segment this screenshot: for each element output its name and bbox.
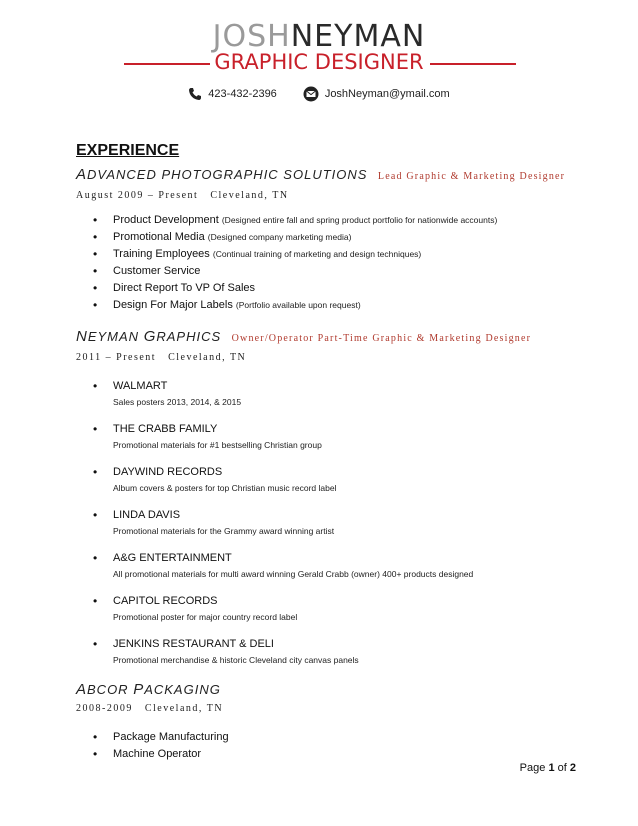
duty-list bbox=[76, 212, 576, 314]
job-role: Lead Graphic & Marketing Designer bbox=[377, 171, 566, 182]
job-role: Owner/Operator Part-Time Graphic & Marketing Designer bbox=[231, 333, 532, 344]
list-item: • Direct Report To VP Of Sales bbox=[76, 280, 576, 297]
contact-phone bbox=[188, 87, 277, 101]
page-number: Page 1 of 2 bbox=[519, 762, 576, 774]
job-abcor-packaging bbox=[76, 679, 576, 763]
job-dateline bbox=[76, 350, 576, 366]
list-item: • THE CRABB FAMILY Promotional materials for #1 bestselling Christian group bbox=[76, 421, 576, 452]
phone-icon bbox=[188, 87, 202, 101]
list-item: • Machine Operator bbox=[76, 746, 576, 763]
envelope-icon bbox=[303, 86, 319, 102]
job-location: Cleveland, TN bbox=[168, 352, 247, 363]
list-item: • Promotional Media (Designed company marketing media) bbox=[76, 229, 576, 246]
job-location: Cleveland, TN bbox=[210, 190, 289, 201]
phone-number: 423-432-2396 bbox=[208, 88, 277, 100]
list-item: • Product Development (Designed entire fall and spring product portfolio for nationwide accounts) bbox=[76, 212, 576, 229]
list-item: • Package Manufacturing bbox=[76, 729, 576, 746]
company-name: ABCOR PACKAGING bbox=[76, 681, 221, 698]
list-item: • CAPITOL RECORDS Promotional poster for major country record label bbox=[76, 593, 576, 624]
job-dates: 2011 – Present bbox=[76, 352, 157, 363]
contact-bar bbox=[0, 86, 638, 102]
job-header bbox=[76, 164, 576, 188]
job-header bbox=[76, 679, 576, 701]
list-item: • WALMART Sales posters 2013, 2014, & 2015 bbox=[76, 378, 576, 409]
job-header bbox=[76, 326, 576, 350]
job-advanced-photographic bbox=[76, 164, 576, 314]
list-item: • Design For Major Labels (Portfolio available upon request) bbox=[76, 297, 576, 314]
job-location: Cleveland, TN bbox=[144, 703, 224, 714]
job-dateline bbox=[76, 188, 576, 204]
list-item: • A&G ENTERTAINMENT All promotional materials for multi award winning Gerald Crabb (owner) 400+ products designed bbox=[76, 550, 576, 581]
section-heading-experience: EXPERIENCE bbox=[76, 142, 180, 159]
job-dates: 2008-2009 bbox=[76, 703, 133, 714]
company-name: NEYMAN GRAPHICS bbox=[76, 328, 222, 345]
list-item: • Training Employees (Continual training of marketing and design techniques) bbox=[76, 246, 576, 263]
contact-email bbox=[303, 86, 450, 102]
job-neyman-graphics bbox=[76, 326, 576, 667]
logo-rule-right bbox=[430, 63, 516, 65]
logo-title: GRAPHIC DESIGNER bbox=[214, 50, 424, 74]
list-item: • DAYWIND RECORDS Album covers & posters for top Christian music record label bbox=[76, 464, 576, 495]
job-dateline bbox=[76, 701, 576, 717]
list-item: • LINDA DAVIS Promotional materials for the Grammy award winning artist bbox=[76, 507, 576, 538]
logo-first-name: JOSH bbox=[212, 19, 291, 54]
list-item: • Customer Service bbox=[76, 263, 576, 280]
resume-body bbox=[76, 140, 576, 763]
logo-last-name: NEYMAN bbox=[290, 19, 426, 54]
company-name: ADVANCED PHOTOGRAPHIC SOLUTIONS bbox=[76, 166, 368, 183]
duty-list bbox=[76, 729, 576, 763]
client-list bbox=[76, 378, 576, 667]
list-item: • JENKINS RESTAURANT & DELI Promotional merchandise & historic Cleveland city canvas panels bbox=[76, 636, 576, 667]
email-address: JoshNeyman@ymail.com bbox=[324, 88, 450, 100]
job-dates: August 2009 – Present bbox=[76, 190, 199, 201]
